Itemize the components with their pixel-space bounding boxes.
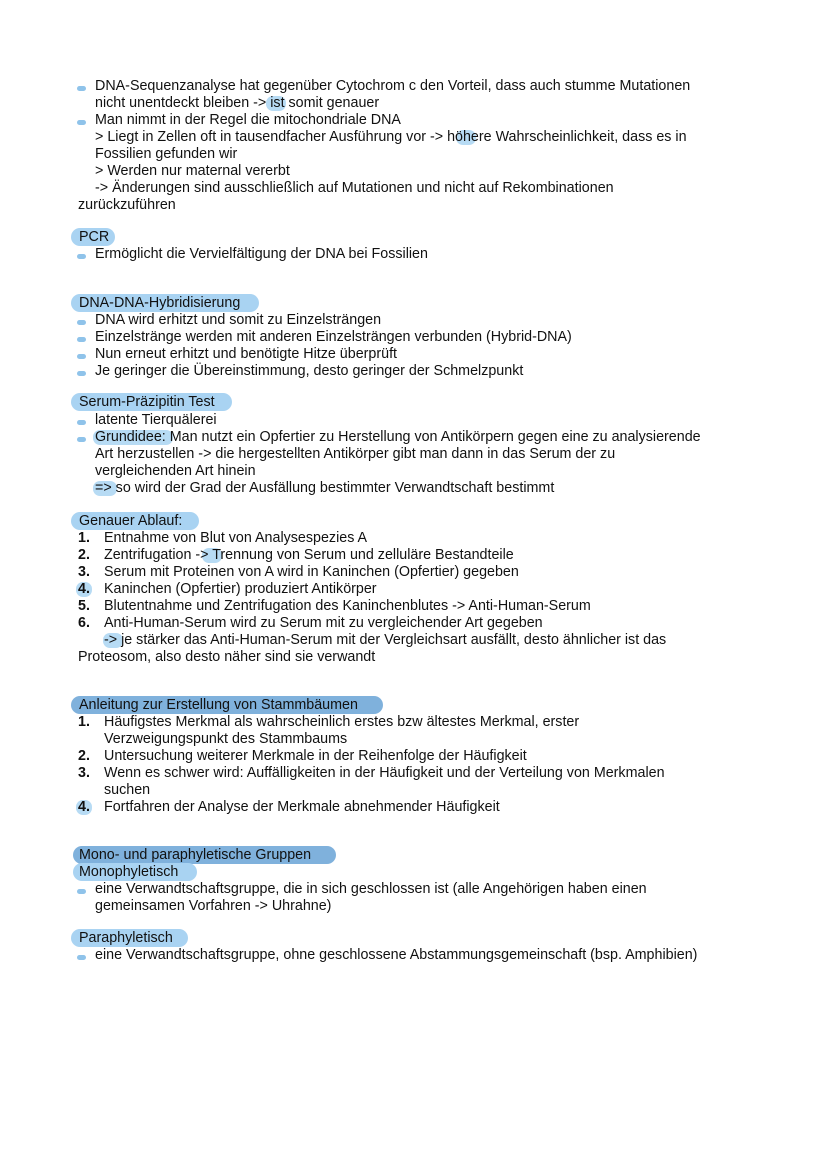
bullet-dash <box>77 86 86 91</box>
intro-bullet-1-cont: nicht unentdeckt bleiben -> ist somit genauer <box>95 95 380 111</box>
stammbaum-heading: Anleitung zur Erstellung von Stammbäumen <box>79 697 358 713</box>
mono-heading: Monophyletisch <box>79 864 179 880</box>
list-item: Serum mit Proteinen von A wird in Kaninchen (Opfertier) gegeben <box>104 564 519 580</box>
serum-bullet-1: latente Tierquälerei <box>95 412 217 428</box>
list-number: 3. <box>78 564 90 580</box>
para-bullet-1: eine Verwandtschaftsgruppe, ohne geschlossene Abstammungsgemeinschaft (bsp. Amphibien) <box>95 947 698 963</box>
bullet-dash <box>77 437 86 442</box>
hybrid-bullet-3: Nun erneut erhitzt und benötigte Hitze überprüft <box>95 346 398 362</box>
list-item: Blutentnahme und Zentrifugation des Kaninchenblutes -> Anti-Human-Serum <box>104 598 591 614</box>
list-item-cont: Verzweigungspunkt des Stammbaums <box>104 731 348 747</box>
bullet-dash <box>77 371 86 376</box>
bullet-dash <box>77 337 86 342</box>
bullet-dash <box>77 320 86 325</box>
hybrid-bullet-2: Einzelstränge werden mit anderen Einzelsträngen verbunden (Hybrid-DNA) <box>95 329 572 345</box>
list-item: Fortfahren der Analyse der Merkmale abnehmender Häufigkeit <box>104 799 500 815</box>
intro-bullet-2: Man nimmt in der Regel die mitochondriale DNA <box>95 112 401 128</box>
hybrid-bullet-4: Je geringer die Übereinstimmung, desto geringer der Schmelzpunkt <box>95 363 524 379</box>
bullet-dash <box>77 889 86 894</box>
intro-bullet-1: DNA-Sequenzanalyse hat gegenüber Cytochrom c den Vorteil, dass auch stumme Mutationen <box>95 78 691 94</box>
list-number: 1. <box>78 530 90 546</box>
para-heading: Paraphyletisch <box>79 930 173 946</box>
list-number: 5. <box>78 598 90 614</box>
serum-bullet-2-cont: vergleichenden Art hinein <box>95 463 256 479</box>
mono-bullet-1: eine Verwandtschaftsgruppe, die in sich geschlossen ist (alle Angehörigen haben einen <box>95 881 647 897</box>
bullet-dash <box>77 955 86 960</box>
list-number: 2. <box>78 547 90 563</box>
intro-sub-1-cont: Fossilien gefunden wir <box>95 146 238 162</box>
ablauf-conclusion: -> je stärker das Anti-Human-Serum mit der Vergleichsart ausfällt, desto ähnlicher ist das <box>104 632 667 648</box>
serum-bullet-2: Grundidee: Man nutzt ein Opfertier zu Herstellung von Antikörpern gegen eine zu analysierende <box>95 429 701 445</box>
list-item: Häufigstes Merkmal als wahrscheinlich erstes bzw ältestes Merkmal, erster <box>104 714 580 730</box>
ablauf-conclusion-cont: Proteosom, also desto näher sind sie verwandt <box>78 649 376 665</box>
bullet-dash <box>77 120 86 125</box>
list-number: 1. <box>78 714 90 730</box>
intro-sub-3: -> Änderungen sind ausschließlich auf Mutationen und nicht auf Rekombinationen <box>95 180 614 196</box>
list-number: 4. <box>78 799 90 815</box>
list-item-cont: suchen <box>104 782 151 798</box>
gruppen-heading: Mono- und paraphyletische Gruppen <box>79 847 312 863</box>
hybrid-bullet-1: DNA wird erhitzt und somit zu Einzelsträngen <box>95 312 382 328</box>
bullet-dash <box>77 254 86 259</box>
pcr-bullet-1: Ermöglicht die Vervielfältigung der DNA bei Fossilien <box>95 246 428 262</box>
intro-sub-3-cont: zurückzuführen <box>78 197 176 213</box>
list-item: Untersuchung weiterer Merkmale in der Reihenfolge der Häufigkeit <box>104 748 527 764</box>
list-item: Anti-Human-Serum wird zu Serum mit zu vergleichender Art gegeben <box>104 615 543 631</box>
serum-heading: Serum-Präzipitin Test <box>79 394 215 410</box>
list-item: Wenn es schwer wird: Auffälligkeiten in der Häufigkeit und der Verteilung von Merkmalen <box>104 765 665 781</box>
hybrid-heading: DNA-DNA-Hybridisierung <box>79 295 241 311</box>
list-number: 6. <box>78 615 90 631</box>
bullet-dash <box>77 354 86 359</box>
mono-bullet-1-cont: gemeinsamen Vorfahren -> Uhrahne) <box>95 898 332 914</box>
pcr-heading: PCR <box>79 229 110 245</box>
serum-conclusion: => so wird der Grad der Ausfällung bestimmter Verwandtschaft bestimmt <box>95 480 555 496</box>
bullet-dash <box>77 420 86 425</box>
list-number: 2. <box>78 748 90 764</box>
list-item: Entnahme von Blut von Analysespezies A <box>104 530 368 546</box>
intro-sub-2: > Werden nur maternal vererbt <box>95 163 290 179</box>
list-item: Kaninchen (Opfertier) produziert Antikörper <box>104 581 377 597</box>
intro-sub-1: > Liegt in Zellen oft in tausendfacher Ausführung vor -> höhere Wahrscheinlichkeit, dass es in <box>95 129 687 145</box>
serum-bullet-2-cont: Art herzustellen -> die hergestellten Antikörper gibt man dann in das Serum der zu <box>95 446 616 462</box>
ablauf-heading: Genauer Ablauf: <box>79 513 183 529</box>
list-number: 3. <box>78 765 90 781</box>
list-item: Zentrifugation -> Trennung von Serum und zelluläre Bestandteile <box>104 547 514 563</box>
list-number: 4. <box>78 581 90 597</box>
